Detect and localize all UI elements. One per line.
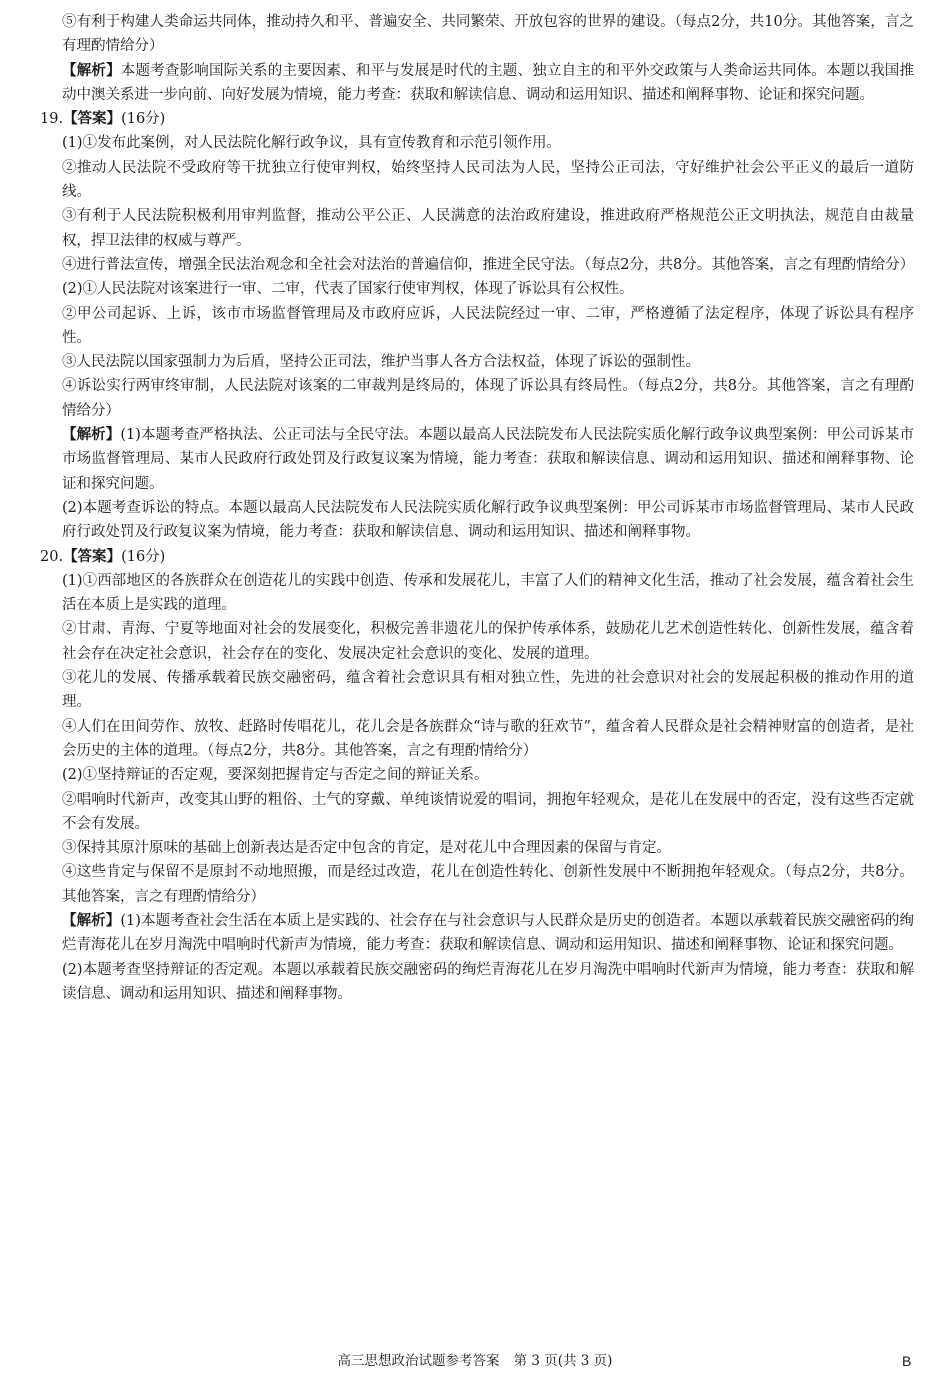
q18-analysis	[40, 59, 914, 108]
answer-document	[40, 10, 914, 1006]
q18-item-5: ⑤有利于构建人类命运共同体，推动持久和平、普遍安全、共同繁荣、开放包容的世界的建设。（每点2分，共10分。其他答案，言之有理酌情给分）	[62, 14, 914, 55]
analysis-tag: 【解析】	[62, 427, 121, 444]
score-text: (16分)	[121, 548, 166, 565]
q19-answer-item: ④进行普法宣传，增强全民法治观念和全社会对法治的普遍信仰，推进全民守法。（每点2分，共8分。其他答案，言之有理酌情给分）	[62, 256, 915, 273]
q20-answer-item: (2)①坚持辩证的否定观，要深刻把握肯定与否定之间的辩证关系。	[62, 767, 489, 784]
q19-answer-item: ②推动人民法院不受政府等干扰独立行使审判权，始终坚持人民司法为人民，坚持公正司法，守好维护社会公平正义的最后一道防线。	[62, 159, 914, 201]
analysis-text: 本题考查影响国际关系的主要因素、和平与发展是时代的主题、独立自主的和平外交政策与人类命运共同体。本题以我国推动中澳关系进一步向前、向好发展为情境，能力考查：获取和解读信息、调动和运用知识、描述和阐释事物、论证和探究问题。	[62, 62, 915, 103]
page-footer	[0, 1351, 950, 1371]
q19-answer-item: ②甲公司起诉、上诉，该市市场监督管理局及市政府应诉，人民法院经过一审、二审，严格遵循了法定程序，体现了诉讼具有程序性。	[62, 305, 914, 346]
q20-answer-item: ③保持其原汁原味的基础上创新表达是否定中包含的肯定，是对花儿中合理因素的保留与肯定。	[62, 840, 671, 857]
q20-answer-item: ④人们在田间劳作、放牧、赶路时传唱花儿，花儿会是各族群众“诗与歌的狂欢节”，蕴含着人民群众是社会精神财富的创造者，是社会历史的主体的道理。（每点2分，共8分。其他答案，言之有理酌情给分）	[62, 718, 914, 759]
q19-analysis-1	[40, 423, 914, 496]
question-number: 19.	[40, 111, 64, 128]
page-number: 第 3 页(共 3 页)	[513, 1353, 613, 1369]
q19-answer-item: (2)①人民法院对该案进行一审、二审，代表了国家行使审判权，体现了诉讼具有公权性。	[62, 281, 634, 298]
score-text: (16分)	[121, 111, 166, 128]
question-number: 20.	[40, 548, 64, 565]
analysis-text: (1)本题考查社会生活在本质上是实践的、社会存在与社会意识与人民群众是历史的创造者。本题以承载着民族交融密码的绚烂青海花儿在岁月淘洗中唱响时代新声为情境，能力考查：获取和解读信息、调动和运用知识、描述和阐释事物、论证和探究问题。	[62, 912, 914, 954]
q20-answer-item: ②唱响时代新声，改变其山野的粗俗、土气的穿戴、单纯谈情说爱的唱词，拥抱年轻观众，是花儿在发展中的否定，没有这些否定就不会有发展。	[62, 791, 914, 832]
q19-analysis-2: (2)本题考查诉讼的特点。本题以最高人民法院发布人民法院实质化解行政争议典型案例：甲公司诉某市市场监督管理局、某市人民政府行政处罚及行政复议案为情境，能力考查：获取和解读信息、调动和运用知识、描述和阐释事物。	[62, 499, 914, 541]
q20-answer-item: (1)①西部地区的各族群众在创造花儿的实践中创造、传承和发展花儿，丰富了人们的精神文化生活，推动了社会发展，蕴含着社会生活在本质上是实践的道理。	[62, 572, 914, 614]
q20-heading	[40, 545, 914, 569]
q19-answer-item: ③人民法院以国家强制力为后盾，坚持公正司法，维护当事人各方合法权益，体现了诉讼的强制性。	[62, 354, 700, 371]
answer-tag: 【答案】	[63, 548, 122, 565]
answer-tag: 【答案】	[63, 111, 122, 128]
analysis-text: (1)本题考查严格执法、公正司法与全民守法。本题以最高人民法院发布人民法院实质化解行政争议典型案例：甲公司诉某市市场监督管理局、某市人民政府行政处罚及行政复议案为情境，能力考查：获取和解读信息、调动和运用知识、描述和阐释事物、论证和探究问题。	[62, 427, 914, 492]
q20-answer-item: ②甘肃、青海、宁夏等地面对社会的发展变化，积极完善非遗花儿的保护传承体系，鼓励花儿艺术创造性转化、创新性发展，蕴含着社会存在决定社会意识，社会存在的变化、发展决定社会意识的变化、发展的道理。	[62, 621, 914, 662]
q20-answer-item: ③花儿的发展、传播承载着民族交融密码，蕴含着社会意识具有相对独立性，先进的社会意识对社会的发展起积极的推动作用的道理。	[62, 670, 914, 711]
q20-analysis-1	[40, 909, 914, 958]
q19-answer-item: ③有利于人民法院积极利用审判监督，推动公平公正、人民满意的法治政府建设，推进政府严格规范公正文明执法，规范自由裁量权，捍卫法律的权威与尊严。	[62, 208, 914, 249]
footer-title: 高三思想政治试题参考答案	[337, 1353, 500, 1369]
analysis-tag: 【解析】	[62, 912, 121, 929]
q19-heading	[40, 107, 914, 131]
analysis-tag: 【解析】	[62, 62, 121, 79]
q20-analysis-2: (2)本题考查坚持辩证的否定观。本题以承载着民族交融密码的绚烂青海花儿在岁月淘洗中唱响时代新声为情境，能力考查：获取和解读信息、调动和运用知识、描述和阐释事物。	[62, 961, 914, 1002]
q19-answer-item: (1)①发布此案例，对人民法院化解行政争议，具有宣传教育和示范引领作用。	[62, 135, 562, 152]
q20-answer-item: ④这些肯定与保留不是原封不动地照搬，而是经过改造，花儿在创造性转化、创新性发展中不断拥抱年轻观众。（每点2分，共8分。其他答案，言之有理酌情给分）	[62, 864, 914, 905]
version-mark: B	[902, 1353, 912, 1369]
q19-answer-item: ④诉讼实行两审终审制，人民法院对该案的二审裁判是终局的，体现了诉讼具有终局性。（每点2分，共8分。其他答案，言之有理酌情给分）	[62, 378, 914, 419]
